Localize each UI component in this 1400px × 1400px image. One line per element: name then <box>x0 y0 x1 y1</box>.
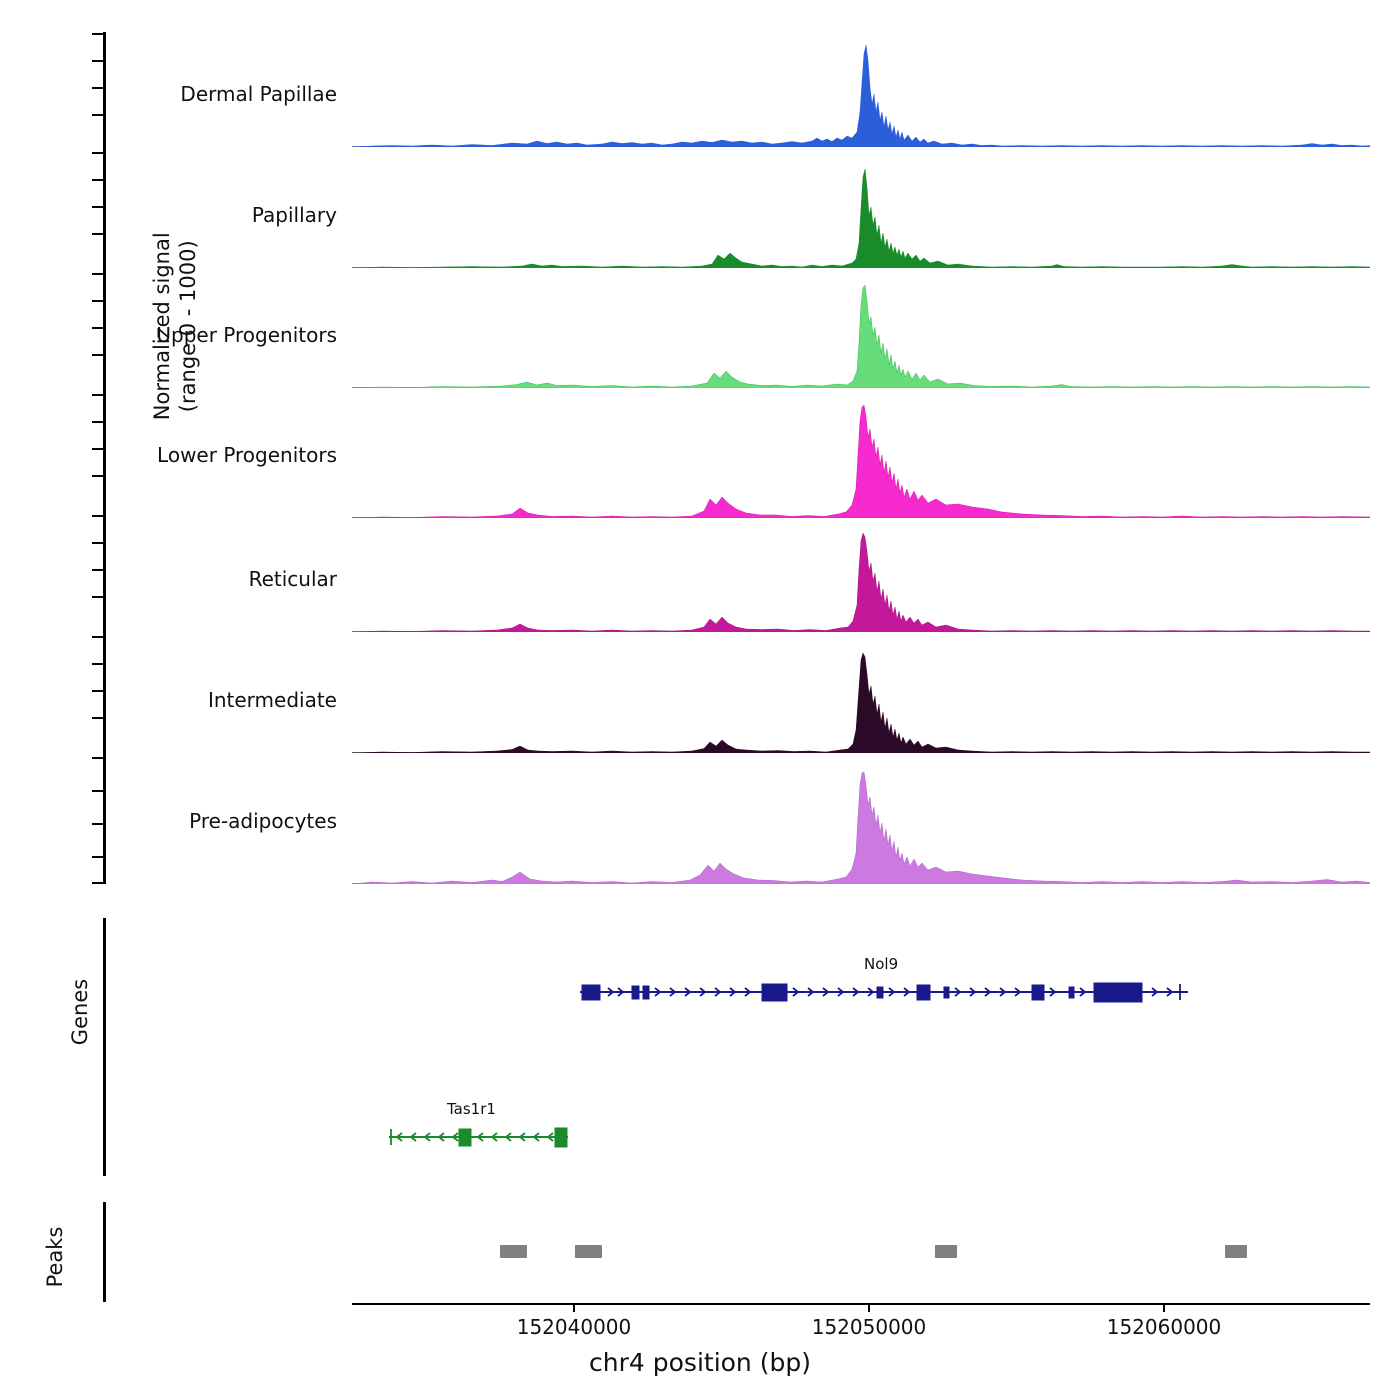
signal-track-papillary <box>251 163 1370 268</box>
peak-item <box>500 1245 527 1258</box>
track-label: Reticular <box>248 567 337 591</box>
signal-axis-tick <box>92 515 106 517</box>
signal-axis-label-line1: Normalized signal <box>149 232 174 421</box>
signal-axis-tick <box>92 233 106 235</box>
gene-label-tas1r1: Tas1r1 <box>447 1100 496 1118</box>
signal-axis-tick <box>92 114 106 116</box>
track-label: Papillary <box>251 203 337 227</box>
x-axis-tick <box>1163 1305 1165 1312</box>
genes-axis-label: Genes <box>68 978 92 1046</box>
genes-axis-spine <box>103 918 106 1176</box>
signal-axis-tick <box>92 394 106 396</box>
signal-axis-tick <box>92 273 106 275</box>
signal-axis-tick <box>92 206 106 208</box>
signal-axis-tick <box>92 421 106 423</box>
peaks-track <box>352 1240 1370 1270</box>
peak-item <box>935 1245 957 1258</box>
track-label: Lower Progenitors <box>157 443 337 467</box>
track-signal-curve <box>352 163 1370 268</box>
gene-label-nol9: Nol9 <box>864 955 899 973</box>
signal-axis-tick <box>92 823 106 825</box>
signal-axis-tick <box>92 596 106 598</box>
track-label: Pre-adipocytes <box>189 809 337 833</box>
signal-track-reticular <box>248 527 1370 632</box>
track-label: Dermal Papillae <box>180 82 337 106</box>
signal-axis-tick <box>92 569 106 571</box>
signal-axis-tick <box>92 33 106 35</box>
signal-axis-tick <box>92 636 106 638</box>
x-axis-tick-label: 152060000 <box>1106 1315 1222 1339</box>
track-signal-curve <box>352 403 1370 518</box>
gene-track-nol9 <box>352 955 1370 1015</box>
signal-axis-tick <box>92 663 106 665</box>
track-label: Upper Progenitors <box>156 323 337 347</box>
track-signal-curve <box>352 42 1370 147</box>
signal-axis-tick <box>92 475 106 477</box>
track-signal-curve <box>352 283 1370 388</box>
signal-axis-tick <box>92 790 106 792</box>
signal-axis-tick <box>92 327 106 329</box>
track-signal-curve <box>352 769 1370 884</box>
x-axis-tick-label: 152050000 <box>811 1315 927 1339</box>
signal-axis-tick <box>92 542 106 544</box>
signal-axis-tick <box>92 179 106 181</box>
signal-axis-label-line2: (range 0 - 1000) <box>176 240 200 413</box>
track-signal-curve <box>352 648 1370 753</box>
signal-track-pre-adipocytes <box>189 769 1370 884</box>
signal-axis-tick <box>92 448 106 450</box>
x-axis-tick <box>573 1305 575 1312</box>
x-axis-tick <box>868 1305 870 1312</box>
gene-model-tas1r1 <box>352 1122 1370 1162</box>
peaks-axis-label: Peaks <box>43 1226 67 1288</box>
signal-axis-tick <box>92 300 106 302</box>
gene-track-tas1r1 <box>352 1100 1370 1160</box>
signal-axis-tick <box>92 152 106 154</box>
signal-axis-tick <box>92 60 106 62</box>
signal-axis-tick <box>92 690 106 692</box>
signal-axis-tick <box>92 757 106 759</box>
signal-track-lower-progenitors <box>157 403 1370 518</box>
track-label: Intermediate <box>207 688 337 712</box>
signal-track-intermediate <box>207 648 1370 753</box>
peaks-axis-spine <box>103 1202 106 1302</box>
x-axis-tick-label: 152040000 <box>516 1315 632 1339</box>
signal-axis-tick <box>92 354 106 356</box>
x-axis-label: chr4 position (bp) <box>589 1348 811 1377</box>
signal-axis-tick <box>92 882 106 884</box>
signal-axis-tick <box>92 856 106 858</box>
signal-track-dermal-papillae <box>180 42 1370 147</box>
track-signal-curve <box>352 527 1370 632</box>
signal-axis-tick <box>92 87 106 89</box>
peak-item <box>575 1245 602 1258</box>
peak-item <box>1225 1245 1247 1258</box>
gene-model-nol9 <box>352 977 1370 1017</box>
x-axis-line <box>352 1303 1370 1305</box>
signal-axis-tick <box>92 717 106 719</box>
